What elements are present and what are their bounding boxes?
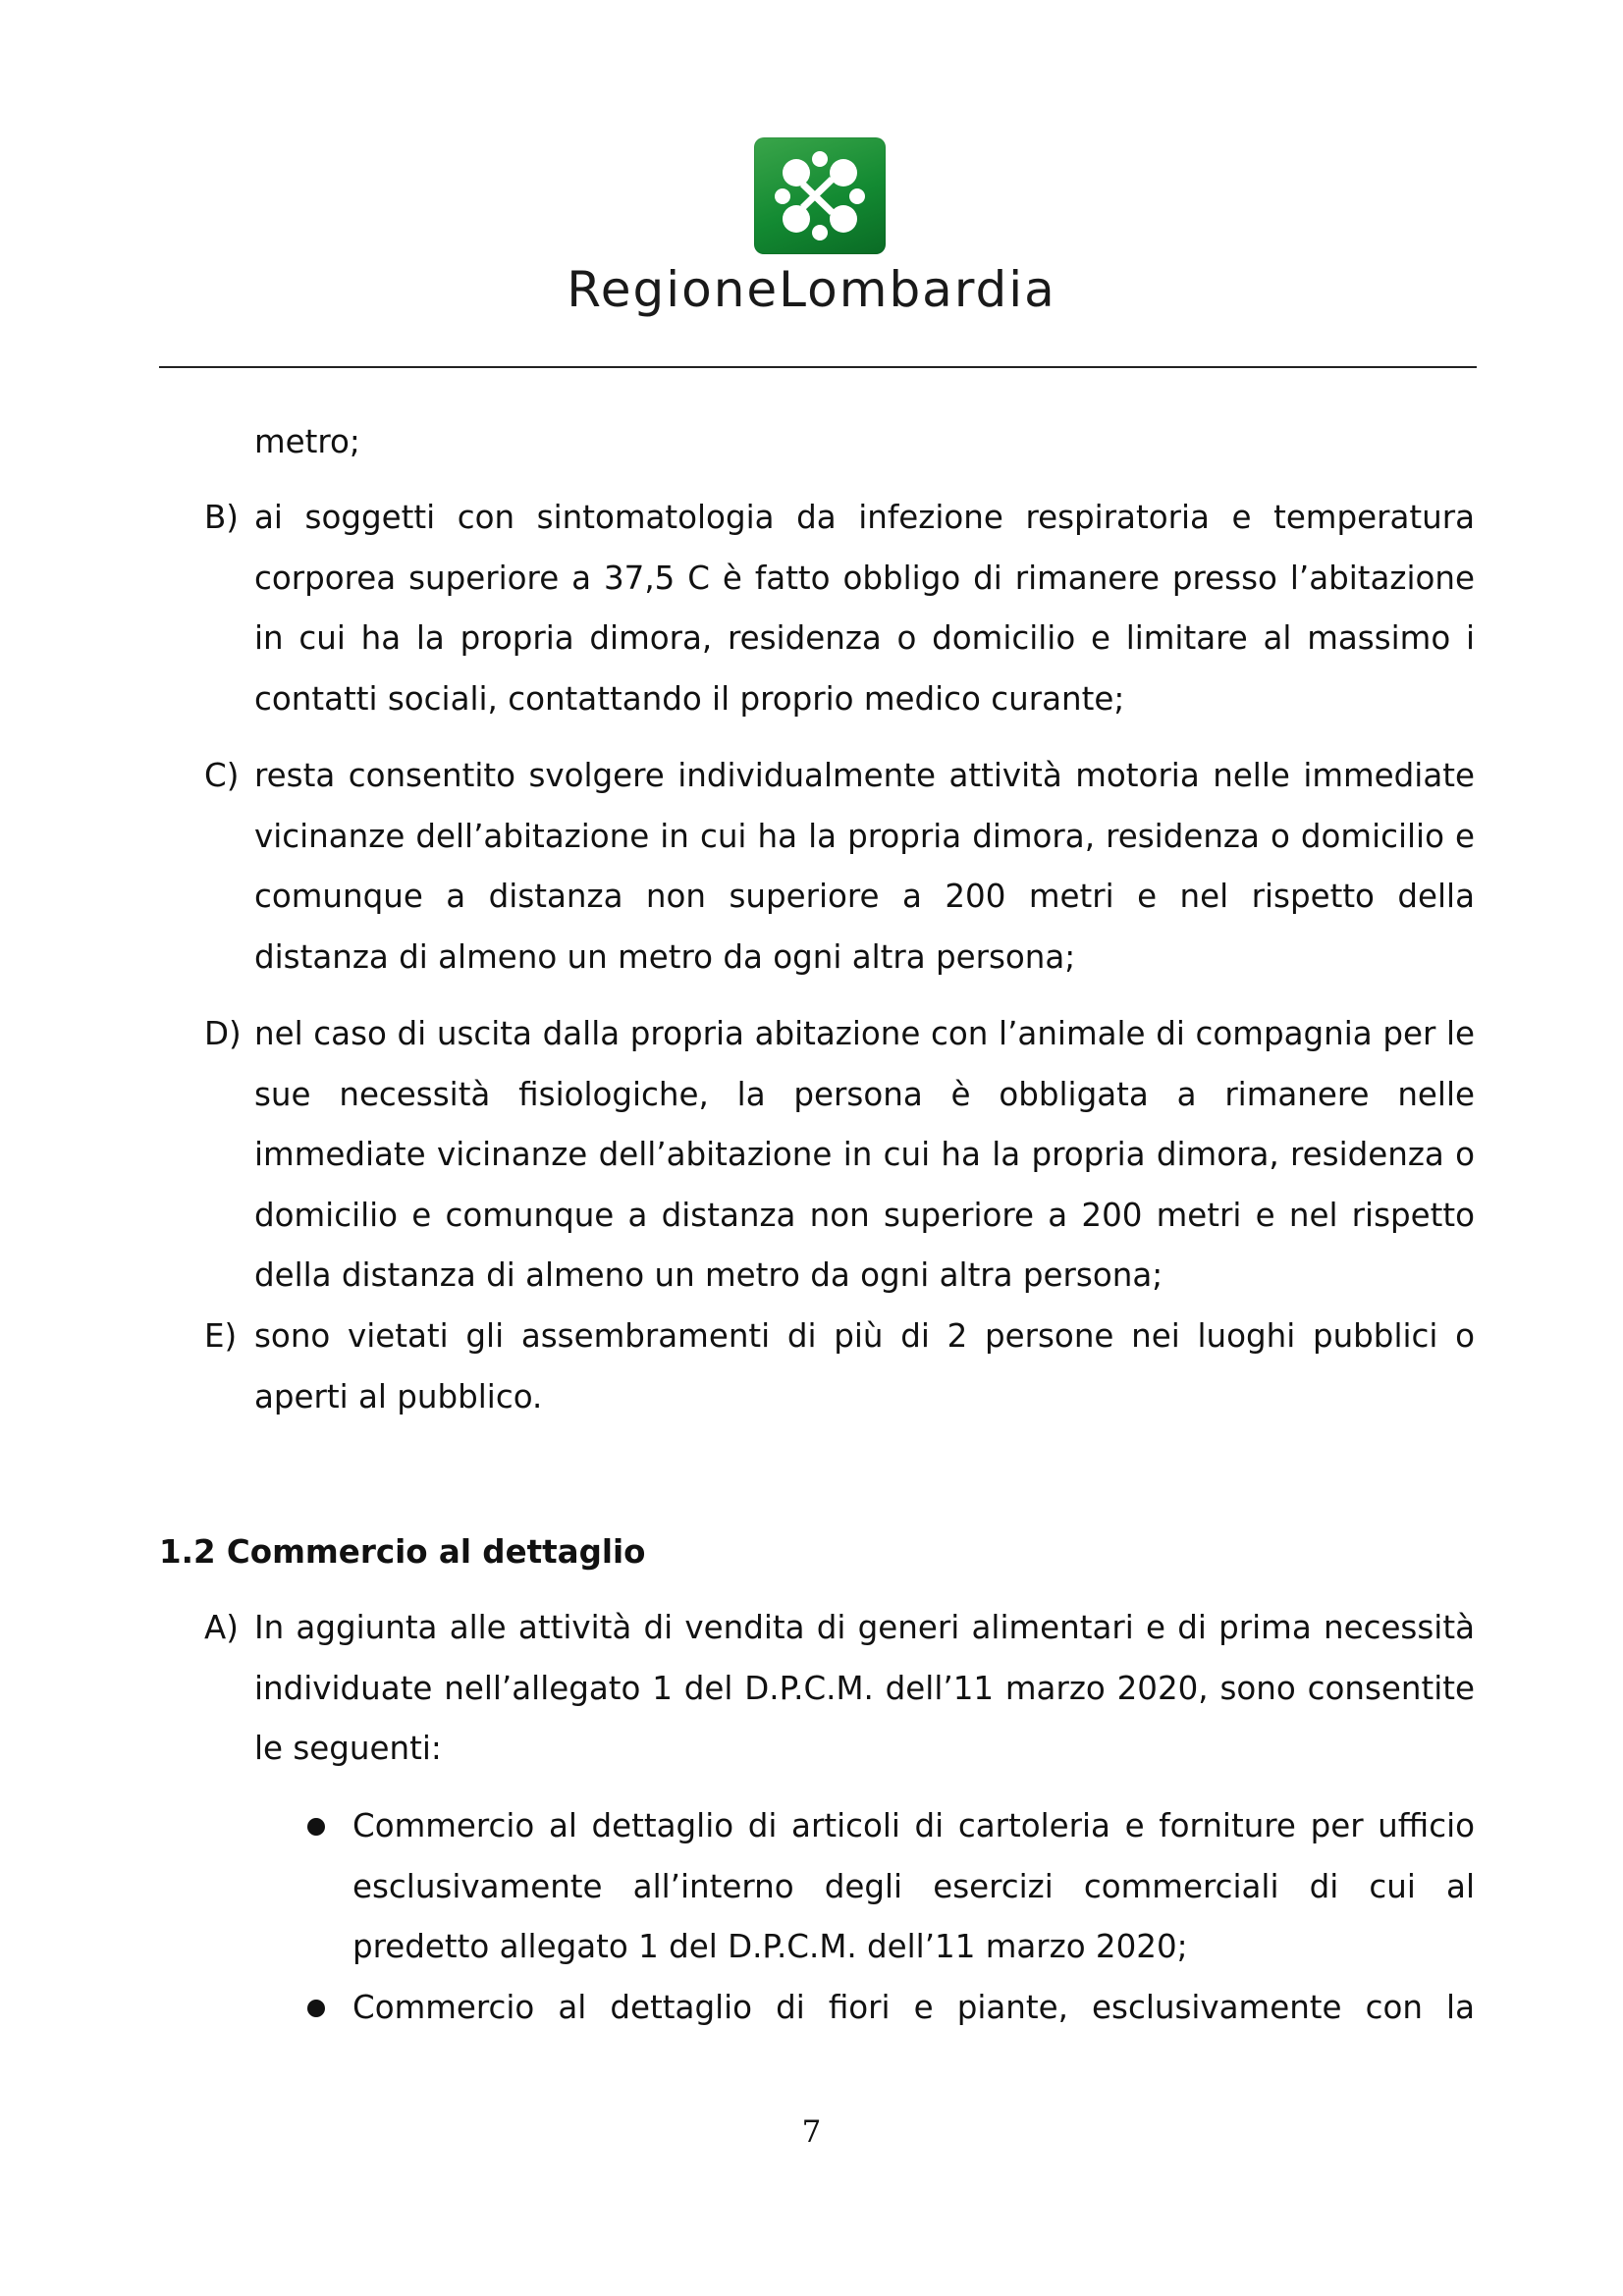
list-marker-e: E) xyxy=(204,1317,238,1355)
paragraph-continuation: metro; xyxy=(254,423,360,460)
list-item-b: ai soggetti con sintomatologia da infezione respiratoria e temperatura corporea superiore a 37,5 C è fatto obbligo di rimanere presso l’abitazione in cui ha la propria dimora, residenza o domicilio e limitare al massimo i contatti sociali, contattando il proprio medico curante; xyxy=(254,499,1475,718)
list-marker-c: C) xyxy=(204,757,240,794)
rosa-camuna-icon xyxy=(754,137,886,254)
list-marker-d: D) xyxy=(204,1015,242,1052)
list-marker-a: A) xyxy=(204,1609,239,1646)
page-number: 7 xyxy=(801,2114,822,2150)
bullet-item-2: Commercio al dettaglio di fiori e piante, esclusivamente con la xyxy=(352,1989,1475,2026)
list-marker-b: B) xyxy=(204,499,239,536)
list-item-c: resta consentito svolgere individualmente attività motoria nelle immediate vicinanze dell’abitazione in cui ha la propria dimora, residenza o domicilio e comunque a distanza non superiore a 200 metri e nel rispetto della distanza di almeno un metro da ogni altra persona; xyxy=(254,757,1475,976)
list-item-a: In aggiunta alle attività di vendita di generi alimentari e di prima necessità individuate nell’allegato 1 del D.P.C.M. dell’11 marzo 2020, sono consentite le seguenti: xyxy=(254,1609,1475,1767)
list-item-e: sono vietati gli assembramenti di più di 2 persone nei luoghi pubblici o aperti al pubblico. xyxy=(254,1317,1475,1415)
regione-lombardia-logo-mark xyxy=(754,137,886,254)
bullet-icon xyxy=(307,1818,325,1836)
bullet-icon xyxy=(307,2000,325,2017)
bullet-item-1: Commercio al dettaglio di articoli di cartoleria e forniture per ufficio esclusivamente all’interno degli esercizi commerciali di cui al predetto allegato 1 del D.P.C.M. dell’11 marzo 2020; xyxy=(352,1807,1475,1965)
section-heading: 1.2 Commercio al dettaglio xyxy=(159,1533,646,1571)
logo-wordmark: RegioneLombardia xyxy=(567,261,1056,318)
header-divider xyxy=(159,366,1477,368)
list-item-d: nel caso di uscita dalla propria abitazione con l’animale di compagnia per le sue necessità fisiologiche, la persona è obbligata a rimanere nelle immediate vicinanze dell’abitazione in cui ha la propria dimora, residenza o domicilio e comunque a distanza non superiore a 200 metri e nel rispetto della distanza di almeno un metro da ogni altra persona; xyxy=(254,1015,1475,1294)
